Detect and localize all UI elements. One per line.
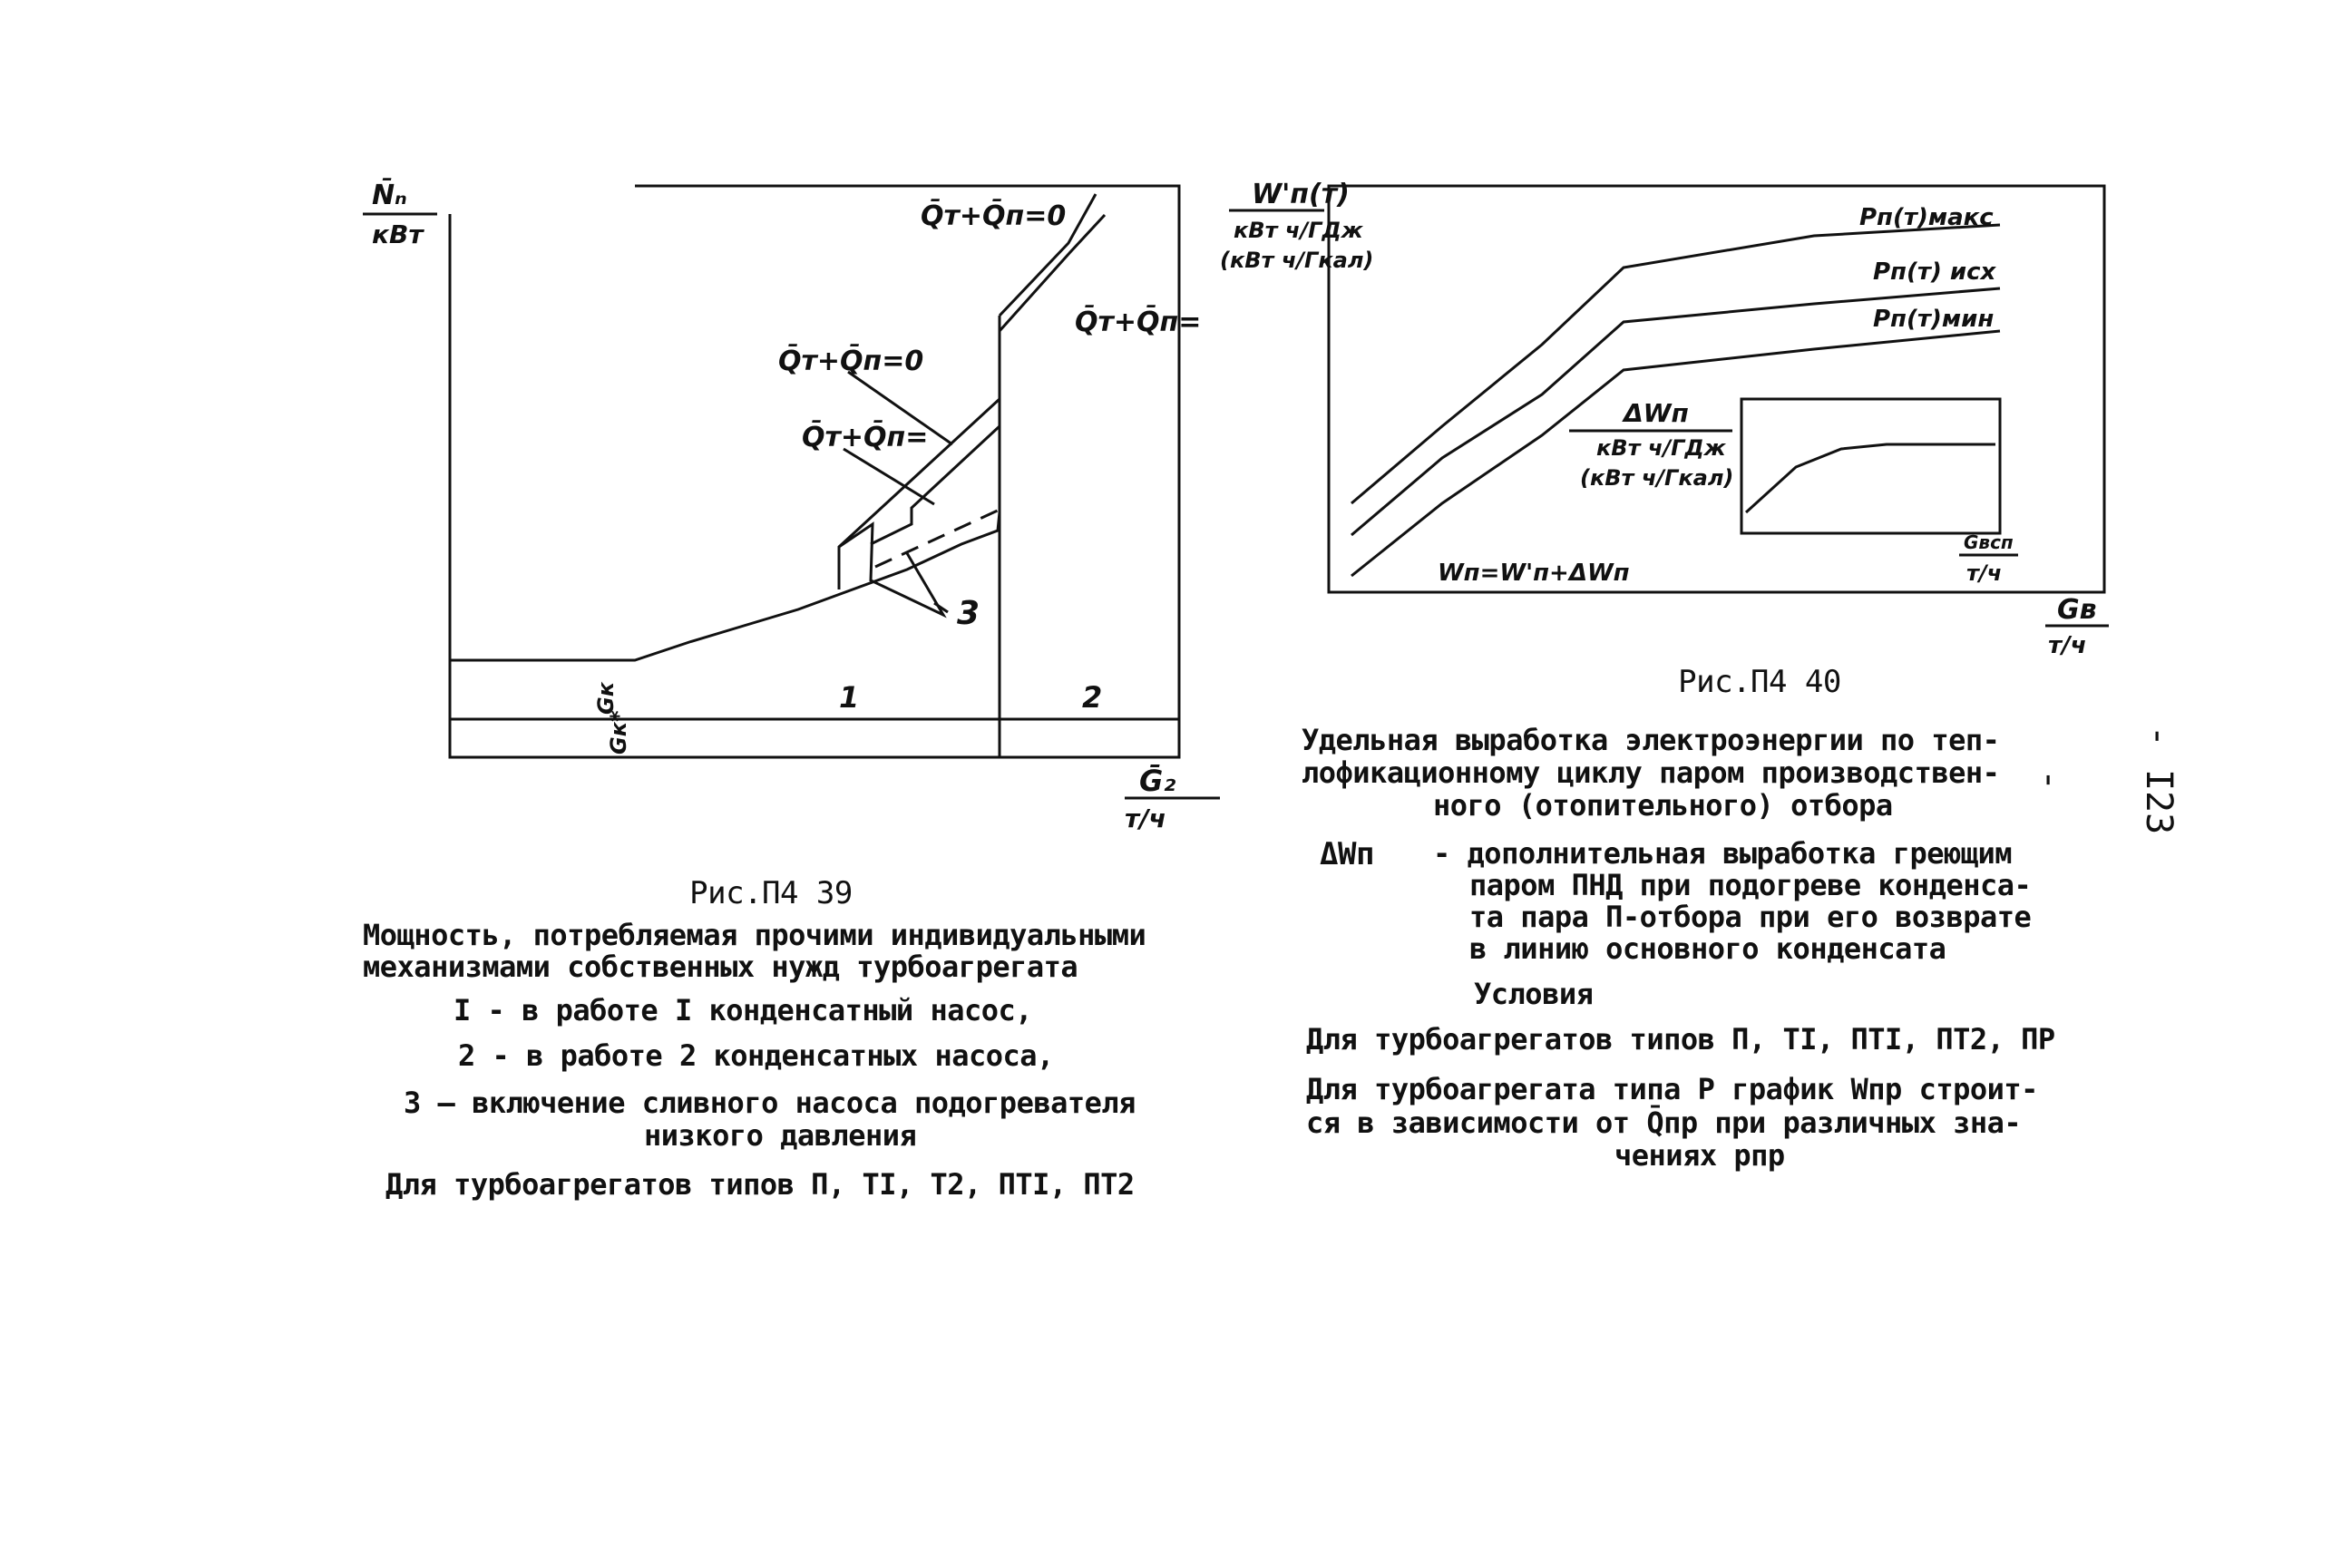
fig39-region-1: 1	[839, 680, 860, 715]
page-number: - I23 -	[2029, 725, 2180, 835]
fig40-y-label-unit1: кВт ч/ГДж	[1234, 218, 1363, 243]
fig39-frame	[450, 186, 1179, 757]
fig40-conditions-line2: Для турбоагрегата типа Р график Wпр строит-	[1306, 1072, 2038, 1106]
fig40-caption-line3: ного (отопительного) отбора	[1433, 788, 1893, 823]
fig40-delta-line4: в линию основного конденсата	[1469, 931, 1946, 966]
fig40-x-label-top: Gв	[2057, 594, 2097, 626]
fig39-item2: 2 - в работе 2 конденсатных насоса,	[458, 1038, 1054, 1073]
fig40-inset-x-top: Gвсп	[1964, 531, 2014, 553]
fig39-x-label-unit: т/ч	[1125, 803, 1166, 833]
fig39-curve-label-c: Q̄т+Q̄п=0	[778, 346, 924, 377]
fig40-caption-title: Рис.П4 40	[1678, 664, 1841, 700]
fig39-item3-line2: низкого давления	[644, 1118, 917, 1153]
fig40-inset-y-unit1: кВт ч/ГДж	[1596, 435, 1726, 461]
fig39-y-label-unit: кВт	[372, 219, 424, 249]
fig40-caption-line2: лофикационному циклу паром производствен-	[1302, 755, 2000, 790]
fig39-caption-line1: Мощность, потребляемая прочими индивидуальными	[363, 918, 1146, 952]
fig40-conditions-line4: чениях pпр	[1614, 1138, 1785, 1173]
fig40-delta-line2: паром ПНД при подогреве конденса-	[1469, 868, 2032, 902]
fig40-curve-top-label: Pп(т)макс	[1859, 204, 1994, 231]
fig40-curve-mid-label: Pп(т) исх	[1873, 258, 1996, 286]
fig39-pointer-d	[844, 449, 934, 504]
fig39-tick-upper: Gк*	[606, 710, 631, 755]
fig40-caption-line1: Удельная выработка электроэнергии по теп-	[1302, 723, 2000, 757]
fig39-item3-line1: 3 — включение сливного насоса подогревателя	[404, 1086, 1136, 1120]
fig39-x-label-top: Ḡ₂	[1139, 764, 1176, 798]
fig40-x-label-unit: т/ч	[2048, 632, 2087, 659]
fig40-inset-y-top: ΔWп	[1624, 398, 1689, 428]
fig40-formula: Wп=W'п+ΔWп	[1438, 560, 1630, 587]
fig40-y-label-top: W'п(т)	[1252, 179, 1350, 210]
fig39-region-2: 2	[1082, 680, 1103, 715]
fig39-curve-base	[450, 512, 1000, 660]
fig39-marker-3: 3	[957, 595, 980, 632]
fig39-applies-to: Для турбоагрегатов типов П, ТI, Т2, ПТI, ПТ2	[385, 1167, 1135, 1202]
fig39-curve-label-a: Q̄т+Q̄п=0	[921, 200, 1067, 232]
fig40-conditions-line1: Для турбоагрегатов типов П, ТI, ПТI, ПТ2, ПР	[1306, 1022, 2055, 1057]
fig40-curve-bot-label: Pп(т)мин	[1873, 306, 1995, 333]
fig40-y-label-unit2: (кВт ч/Гкал)	[1220, 248, 1374, 273]
fig39-curve-label-b: Q̄т+Q̄п=	[1075, 307, 1202, 338]
fig40-conditions-title: Условия	[1474, 977, 1594, 1011]
fig39-tick-lower: Gк	[593, 682, 619, 715]
fig39-y-label-top: N̄ₙ	[372, 180, 407, 211]
fig40-delta-symbol: ΔWп	[1320, 836, 1374, 872]
fig39-caption-line2: механизмами собственных нужд турбоагрегата	[363, 950, 1078, 984]
fig39-caption-title: Рис.П4 39	[689, 875, 853, 911]
fig39-curve-label-d: Q̄т+Q̄п=	[802, 422, 929, 453]
fig40-inset-x-unit: т/ч	[1966, 560, 2003, 586]
fig40-inset-y-unit2: (кВт ч/Гкал)	[1580, 465, 1734, 491]
fig39-wedge-3	[839, 524, 943, 615]
fig40-delta-line3: та пара П-отбора при его возврате	[1469, 900, 2032, 934]
fig40-conditions-line3: ся в зависимости от Q̄пр при различных зна-	[1306, 1105, 2022, 1140]
fig40-delta-line1: - дополнительная выработка греющим	[1433, 836, 2013, 871]
fig39-item1: I - в работе I конденсатный насос,	[454, 993, 1033, 1027]
